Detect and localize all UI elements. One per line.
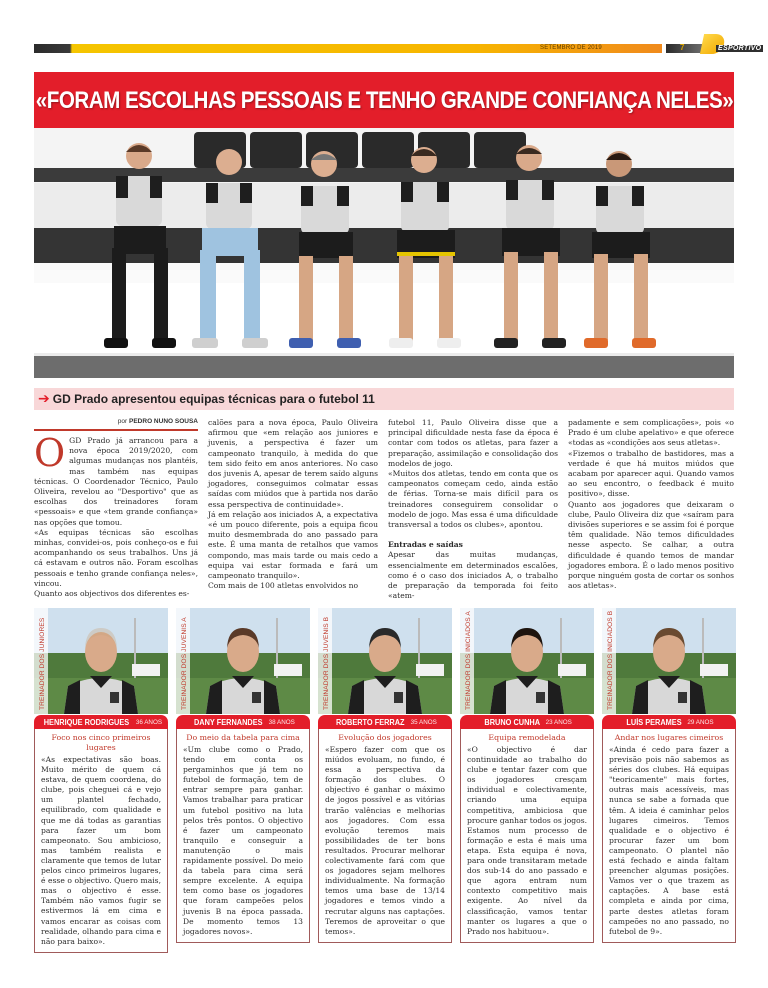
article-paragraph: «Fizemos o trabalho de bastidores, mas a verdade é que há muitos miúdos que acabam por aparecer aqui. Quando vamos ao seu encontro, o feedback é muito positivo», disse. — [568, 448, 734, 499]
quote-text: «Um clube como o Prado, tendo em conta os pergaminhos que já tem no futebol de formação, tem de entrar sempre para ganhar. Vamos trabalhar para praticar um futebol positivo na luta pelos três pontos. O objectivo é fazer um campeonato tranquilo e conseguir a manutenção o mais rapidamente possível. Do meio da tabela para cima será sempre excelente. A equipa tem como base os jogadores que foram campeões pelos juvenis B na época passada. De momento temos 13 jogadores novos». — [183, 745, 303, 936]
coach-portrait-illustration — [318, 608, 452, 714]
article-paragraph: «As equipas técnicas são escolhas minhas, convidei-os, pois conheço-os e fui acompanhando os seus trabalhos. Uns já cá estavam e outros não. Foram escolhas pessoais e tenho grande confiança neles», vincou. — [34, 527, 198, 588]
coach-age: 36 ANOS — [135, 718, 163, 726]
coach-age: 23 ANOS — [545, 718, 572, 726]
page-title: «FORAM ESCOLHAS PESSOAIS E TENHO GRANDE CONFIANÇA NELES» — [35, 87, 733, 114]
quote-title: Do meio da tabela para cima — [186, 733, 300, 742]
coach-quote-box — [460, 729, 594, 943]
logo-text: ESPORTIVO — [718, 45, 762, 52]
coach-portrait-illustration — [460, 608, 594, 714]
quote-title: Andar nos lugares cimeiros — [614, 733, 724, 742]
coach-role-text: TREINADOR DOS INICIADOS A — [465, 611, 472, 710]
article-paragraph: Quanto aos objectivos dos diferentes es- — [34, 589, 190, 599]
coach-portrait-illustration — [602, 608, 736, 714]
article-column-4 — [568, 418, 734, 591]
coach-name-bar — [176, 715, 310, 729]
coach-quote-box — [34, 729, 168, 953]
coach-portrait-illustration — [34, 608, 168, 714]
coach-role-label — [460, 608, 474, 714]
section-title: Entradas e saídas — [388, 540, 463, 550]
coach-card-5 — [602, 608, 736, 943]
coach-age: 38 ANOS — [268, 718, 295, 726]
coach-card-2 — [176, 608, 310, 943]
article-column-3 — [388, 418, 558, 601]
byline-author: PEDRO NUNO SOUSA — [129, 418, 198, 425]
article-paragraph: Quanto aos jogadores que deixaram o clube, Paulo Oliveira diz que «saíram para divisões superiores e se assim foi é porque têm qualidade. Não temos dificuldades nesse aspecto. Se calhar, a outra dificuldade é quando temos de mandar jogadores embora. É o lado menos positivo porque ninguém gosta de cortar os sonhos aos atletas». — [568, 499, 734, 591]
quote-title: Equipa remodelada — [488, 733, 566, 742]
coach-role-text: TREINADOR DOS JUNIORES — [39, 617, 46, 710]
coach-role-label — [318, 608, 332, 714]
coach-name-bar — [318, 715, 452, 729]
coach-name-bar — [460, 715, 594, 729]
right-arrow-icon: ➔ — [38, 391, 50, 407]
coach-photo — [34, 608, 168, 714]
article-paragraph: Já em relação aos iniciados A, a expectativa «é um pouco diferente, pois a equipa ficou muito desmembrada do ano passado para este. É uma manta de retalhos que vamos compondo, mas mais tarde ou mais cedo a equipa vai estar formada e fará um campeonato tranquilo». — [208, 509, 378, 581]
coach-name: HENRIQUE RODRIGUES — [43, 717, 130, 727]
coach-card-3 — [318, 608, 452, 943]
coach-role-label — [34, 608, 48, 714]
article-paragraph: Com mais de 100 atletas envolvidos no — [208, 581, 359, 591]
coach-role-text: TREINADOR DOS INICIADOS B — [607, 610, 614, 710]
coach-photo — [602, 608, 736, 714]
coach-name: LUÍS PERAMES — [626, 717, 682, 727]
coach-role-text: TREINADOR DOS JUVENIS B — [323, 616, 330, 710]
article-paragraph: Apesar das muitas mudanças, essencialmente em determinados escalões, como é o caso dos iniciados A, o trabalho de preparação da temporada foi feito «atem- — [388, 550, 558, 601]
coach-name: DANY FERNANDES — [194, 717, 263, 727]
coach-card-1 — [34, 608, 168, 953]
byline-prefix: por — [117, 418, 128, 425]
quote-text: «Espero fazer com que os miúdos evoluam, no fundo, é essa a perspectiva da formação dos clubes. O objectivo é ganhar o máximo de jogos possível e as vitórias trarão valências e melhorias aos jogadores. Com essa evolução teremos mais possibilidades de ter bons resultados. Procurar melhorar colectivamente fará com que os jogadores sejam melhores individualmente. Na formação temos uma base de 13/14 jogadores e temos vindo a recrutar alguns nas captações. Teremos de aproveitar o que temos». — [325, 745, 445, 936]
headline-banner — [34, 72, 734, 130]
quote-text: «O objectivo é dar continuidade ao trabalho do clube e tentar fazer com que os jogadores cresçam individual e colectivamente, criando uma equipa competitiva, ambiciosa que procure ganhar todos os jogos. Estamos num processo de formação e esta é mais uma etapa. Esta equipa é nova, para onde transitaram metade dos sub-14 do ano passado e que agora entram num contexto competitivo mais exigente. Ao nível da classificação, vamos tentar manter os lugares a que o Prado nos habituou». — [467, 745, 587, 936]
issue-date: SETEMBRO DE 2019 — [540, 45, 602, 51]
drop-cap: O — [34, 431, 66, 475]
byline — [34, 418, 198, 425]
coach-quote-box — [176, 729, 310, 943]
article-paragraph: calões para a nova época, Paulo Oliveira afirmou que «em relação aos juniores e juvenis, a perspectiva é fazer um campeonato tranquilo, à medida do que tem sido feito em anos anteriores. No caso dos juvenis A, apesar de terem saído alguns jogadores, conseguimos colmatar essas saídas com miúdos que à partida nos darão essa perspectiva de continuidade». — [208, 418, 378, 509]
article-paragraph: futebol 11, Paulo Oliveira disse que a principal dificuldade nesta fase da época é contar com todos os atletas, para fazer a preparação, assimilação e consolidação dos modelos de jogo. — [388, 418, 558, 468]
coach-role-text: TREINADOR DOS JUVENIS A — [181, 617, 188, 710]
subheading: GD Prado apresentou equipas técnicas para o futebol 11 — [52, 392, 375, 406]
quote-text: «Ainda é cedo para fazer a previsão pois não sabemos as séries dos clubes. Há equipas "teoricamente" mais fortes, outras mais acessíveis, mas nunca se sabe a fornada que têm. A ideia é caminhar pelos lugares cimeiros. Temos qualidade e o objectivo é procurar fazer um bom campeonato. O plantel não está fechado e ainda faltam preencher algumas posições. Vamos ver o que trazem as captações. A base está completa e ainda por cima, parte destes atletas foram campeões no ano passado, no futebol de 9». — [609, 745, 729, 936]
article-column-1 — [34, 431, 198, 599]
coach-portrait-illustration — [176, 608, 310, 714]
article-paragraph: padamente e sem complicações», pois «o Prado é um clube apelativo» e que oferece «todas as «condições aos seus atletas». — [568, 418, 734, 448]
coach-role-label — [176, 608, 190, 714]
coach-photo — [176, 608, 310, 714]
coach-age: 29 ANOS — [687, 718, 714, 726]
quote-title: Evolução dos jogadores — [338, 733, 432, 742]
article-paragraph: O GD Prado já arrancou para a nova época 2019/2020, com algumas mudanças nos plantéis, mas também nas equipas técnicas. O Coordenador Técnico, Paulo Oliveira, revelou ao "Desportivo" que as escolhas dos treinadores foram «pessoais» e que «tem grande confiança» nas opções que tomou. — [34, 431, 198, 527]
page-number: 7 — [680, 43, 685, 52]
coach-quote-box — [602, 729, 736, 943]
coach-role-label — [602, 608, 616, 714]
coach-photo — [460, 608, 594, 714]
subheading-bar — [34, 388, 734, 410]
coach-name: BRUNO CUNHA — [484, 717, 541, 727]
quote-title: Foco nos cinco primeiros lugares — [51, 733, 151, 752]
coach-name-bar — [602, 715, 736, 729]
group-photo — [34, 128, 734, 378]
article-paragraph: «Muitos dos atletas, tendo em conta que os campeonatos começam cedo, ainda estão de férias. Torna-se mais difícil para os treinadores conseguirem consolidar o modelo de jogo. Mas essa é uma dificuldade transversal a todos os clubes», apontou. — [388, 469, 558, 530]
coach-age: 35 ANOS — [410, 718, 437, 726]
coach-photo — [318, 608, 452, 714]
desportivo-logo — [702, 34, 762, 56]
article-column-2 — [208, 418, 378, 591]
group-photo-illustration — [34, 128, 734, 378]
quote-text: «As expectativas são boas. Muito mérito de quem cá estava, de quem coordena, do clube, pois cheguei cá e vejo um plantel fechado, equilibrado, com qualidade e que me dá todas as garantias para fazer um bom campeonato. Sou ambicioso, mas também realista e claramente que temos de lutar pelos cinco primeiros lugares, é esse o objectivo. Quero mais, mas o objectivo é esse. Também não vamos fugir se estivermos lá em cima e vamos encarar as coisas com realidade, olhando para cima e não para baixo». — [41, 755, 161, 946]
coach-quote-box — [318, 729, 452, 943]
coach-name-bar — [34, 715, 168, 729]
coach-card-4 — [460, 608, 594, 943]
coach-name: ROBERTO FERRAZ — [336, 717, 405, 727]
